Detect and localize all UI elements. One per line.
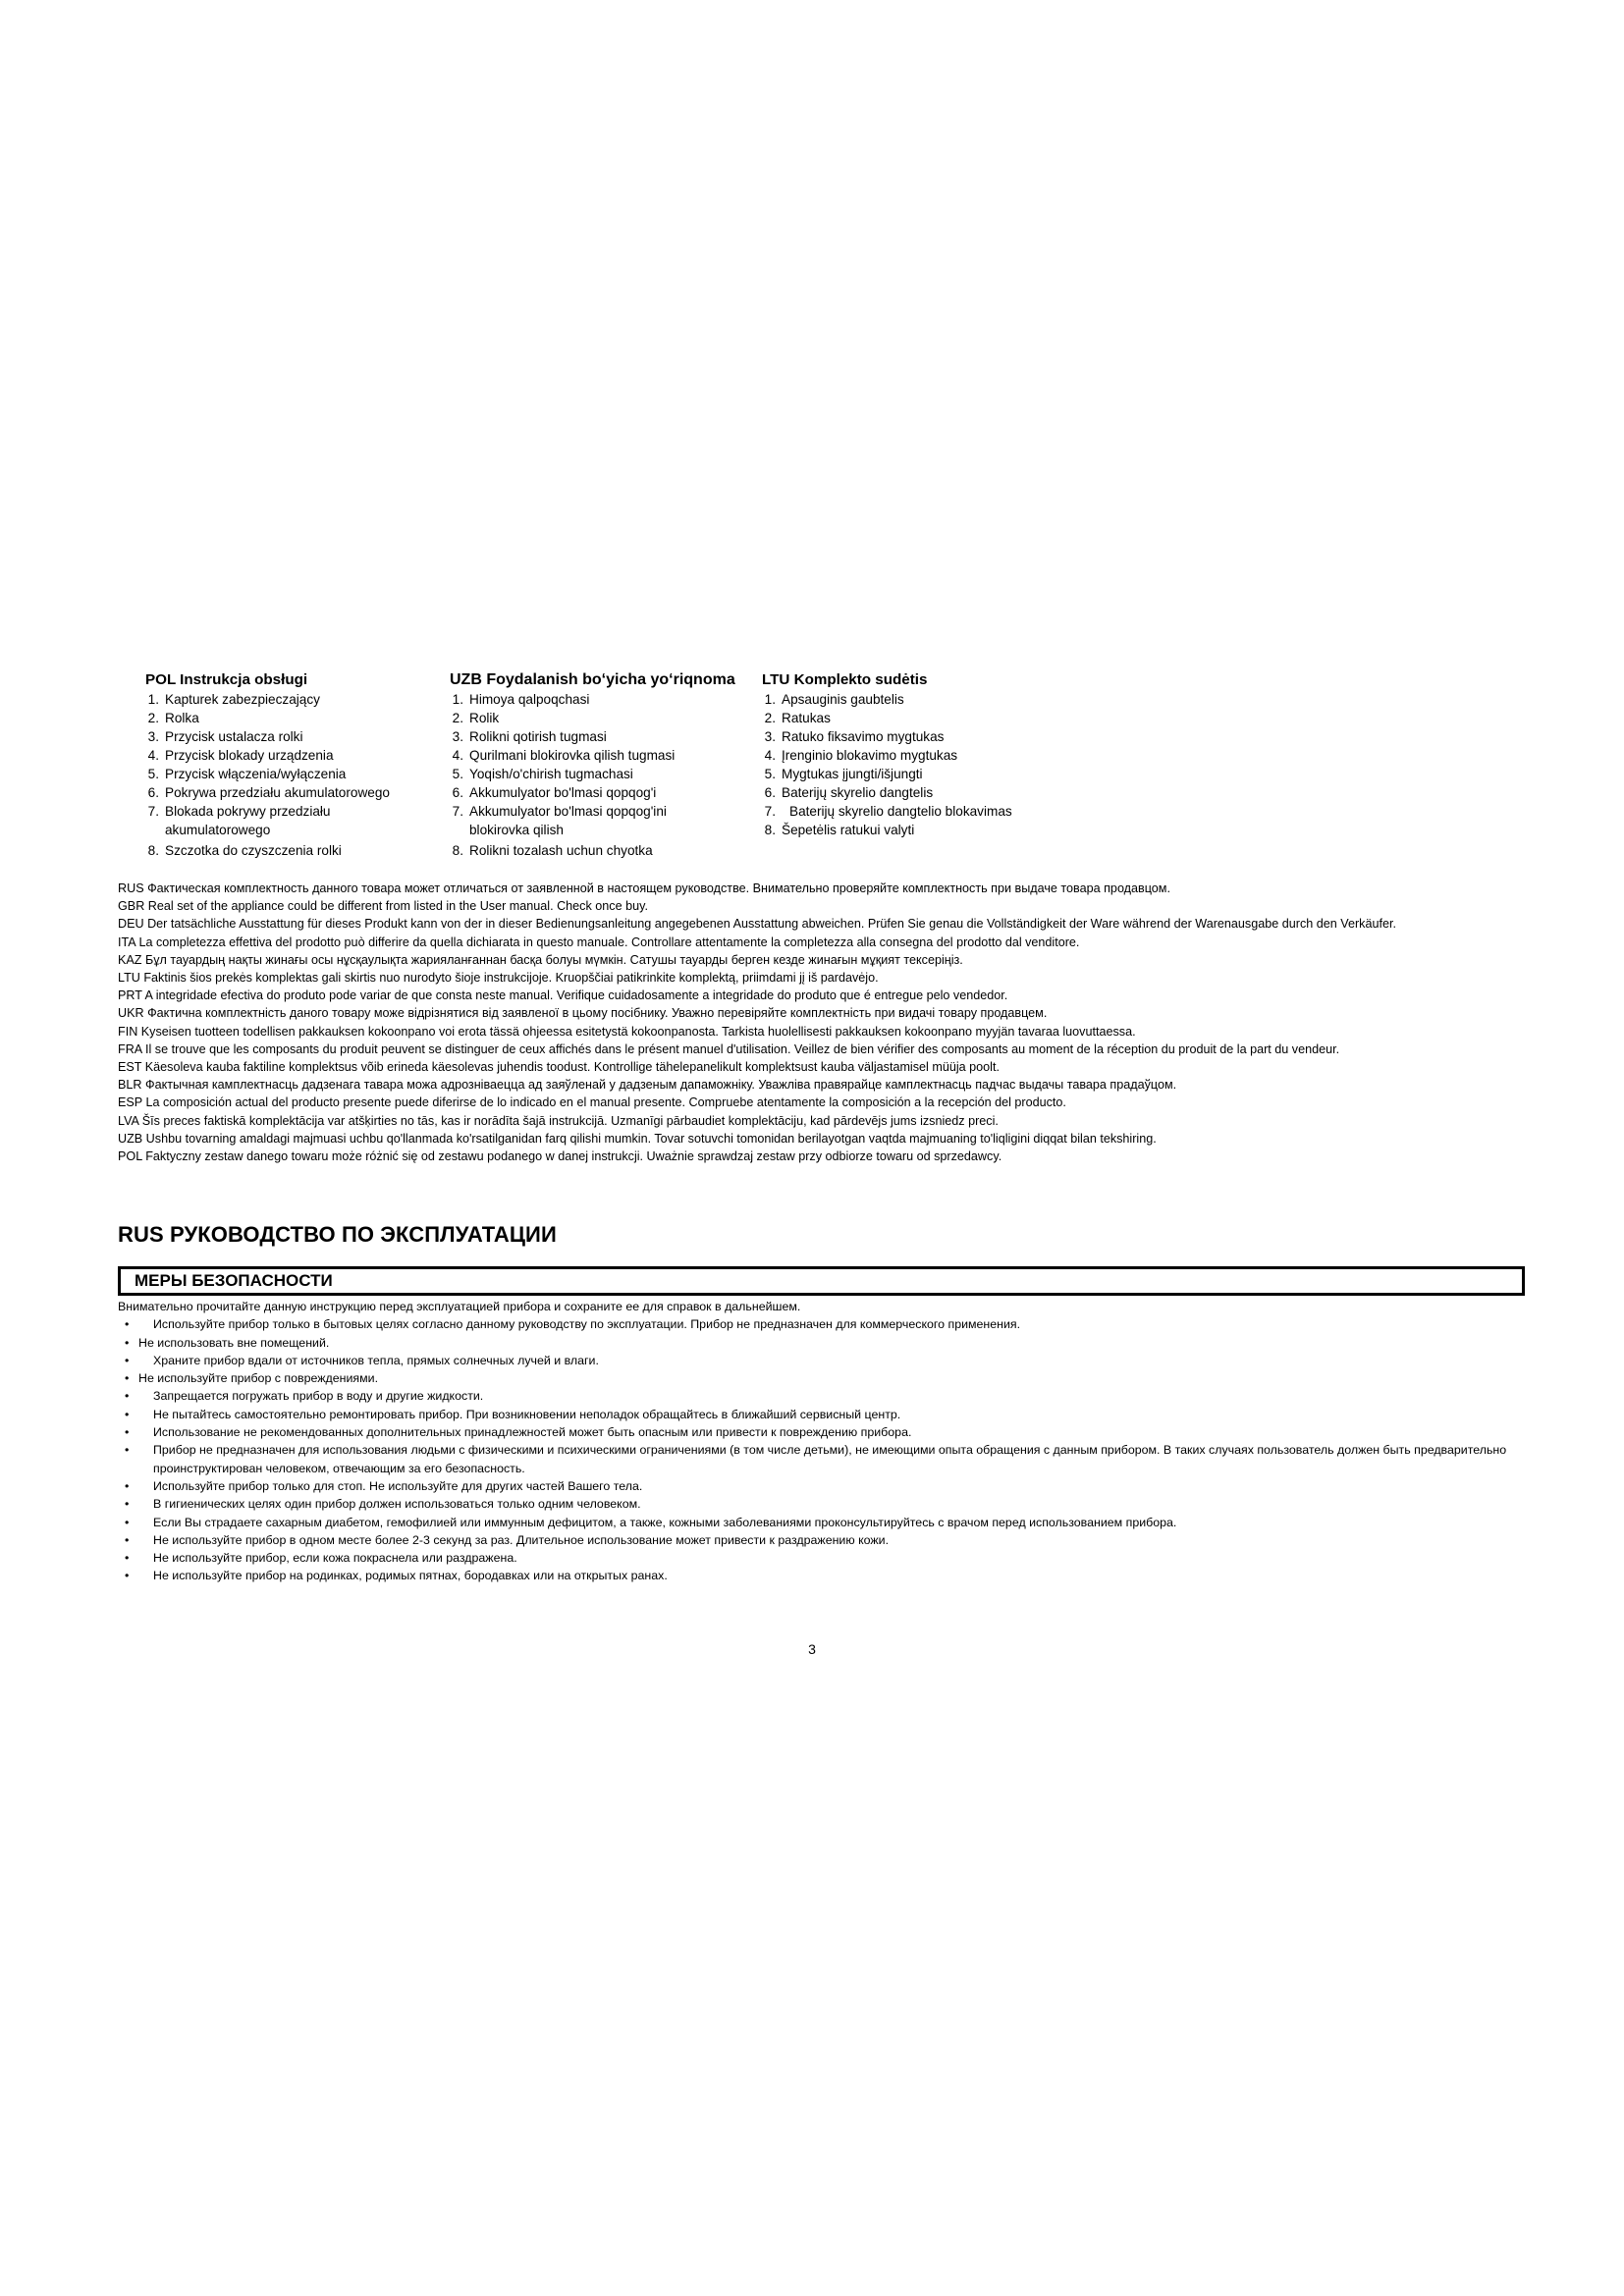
parts-list-items bbox=[450, 690, 744, 860]
parts-list-items bbox=[762, 690, 1076, 839]
list-item: 5. Przycisk włączenia/wyłączenia bbox=[147, 767, 347, 781]
bullet: • bbox=[125, 1569, 130, 1583]
note-ltu: LTU Faktinis šios prekės komplektas gali skirtis nuo nurodyto šioje instrukcijoje. Kruopščiai patikrinkite komplektą, priimdami jį iš pardavėjo. bbox=[118, 971, 879, 986]
safety-section bbox=[118, 1298, 1522, 1585]
list-item: 1. Apsauginis gaubtelis bbox=[764, 692, 904, 707]
list-item: • Используйте прибор только для стоп. Не используйте для других частей Вашего тела. bbox=[118, 1477, 1522, 1495]
bullet: • bbox=[125, 1478, 130, 1493]
list-item: • Используйте прибор только в бытовых целях согласно данному руководству по эксплуатации. Прибор не предназначен для коммерческого применения. bbox=[118, 1315, 1522, 1333]
bullet: • bbox=[125, 1551, 130, 1566]
safety-heading: МЕРЫ БЕЗОПАСНОСТИ bbox=[135, 1271, 333, 1290]
list-item: 2. Rolka bbox=[147, 711, 199, 725]
bullet: • bbox=[125, 1407, 130, 1421]
list-item: • Не используйте прибор на родинках, родимых пятнах, бородавках или на открытых ранах. bbox=[118, 1567, 1522, 1584]
safety-intro: Внимательно прочитайте данную инструкцию перед эксплуатацией прибора и сохраните ее для справок в дальнейшем. bbox=[118, 1300, 801, 1313]
list-item: • Использование не рекомендованных дополнительных принадлежностей может быть опасным или привести к повреждению прибора. bbox=[118, 1423, 1522, 1441]
list-item: 4. Przycisk blokady urządzenia bbox=[147, 748, 334, 763]
bullet: • bbox=[125, 1515, 130, 1529]
parts-list-uzb bbox=[450, 670, 744, 860]
note-gbr: GBR Real set of the appliance could be different from listed in the User manual. Check once buy. bbox=[118, 899, 648, 914]
note-uzb: UZB Ushbu tovarning amaldagi majmuasi uchbu qo'llanmada ko'rsatilganidan farq qilishi mumkin. Tovar sotuvchi tomonidan berilayotgan vaqtda majmuaning to'liqligini diqqat bilan tekshiring. bbox=[118, 1131, 1157, 1146]
note-pol: POL Faktyczny zestaw danego towaru może różnić się od zestawu podanego w danej instrukcji. Uważnie sprawdzaj zestaw przy odbiorze towaru od sprzedawcy. bbox=[118, 1149, 1002, 1164]
list-item: • В гигиенических целях один прибор должен использоваться только одним человеком. bbox=[118, 1495, 1522, 1513]
list-item: 1. Kapturek zabezpieczający bbox=[147, 692, 320, 707]
bullet: • bbox=[125, 1335, 130, 1350]
list-item: 3. Rolikni qotirish tugmasi bbox=[452, 729, 607, 744]
list-item: • Если Вы страдаете сахарным диабетом, гемофилией или иммунным дефицитом, а также, кожными заболеваниями проконсультируйтесь с врачом перед использованием прибора. bbox=[118, 1514, 1522, 1531]
safety-list bbox=[118, 1315, 1522, 1584]
bullet: • bbox=[125, 1497, 130, 1512]
list-item: 5. Mygtukas įjungti/išjungti bbox=[764, 767, 923, 781]
bullet: • bbox=[125, 1353, 130, 1367]
list-item: • Не пытайтесь самостоятельно ремонтировать прибор. При возникновении неполадок обращайтесь в ближайший сервисный центр. bbox=[118, 1406, 1522, 1423]
list-item: 8. Szczotka do czyszczenia rolki bbox=[147, 843, 342, 858]
list-item: 7. Akkumulyator bo'lmasi qopqog'ini blokirovka qilish bbox=[452, 804, 667, 837]
list-item: 6. Akkumulyator bo'lmasi qopqog'i bbox=[452, 785, 657, 800]
list-item: 2. Ratukas bbox=[764, 711, 831, 725]
parts-list-items bbox=[145, 690, 430, 860]
list-item: 3. Przycisk ustalacza rolki bbox=[147, 729, 303, 744]
page-number: 3 bbox=[808, 1641, 816, 1657]
section-title: RUS РУКОВОДСТВО ПО ЭКСПЛУАТАЦИИ bbox=[118, 1222, 557, 1247]
note-prt: PRT A integridade efectiva do produto pode variar de que consta neste manual. Verifique cuidadosamente a integridade do produto que é entregue pelo vendedor. bbox=[118, 988, 1008, 1003]
list-item: • Не используйте прибор в одном месте более 2-3 секунд за раз. Длительное использование может привести к раздражению кожи. bbox=[118, 1531, 1522, 1549]
bullet: • bbox=[125, 1443, 130, 1458]
list-item: • Запрещается погружать прибор в воду и другие жидкости. bbox=[118, 1387, 1522, 1405]
parts-list-heading: UZB Foydalanish bo‘yicha yo‘riqnoma bbox=[450, 671, 735, 688]
bullet: • bbox=[125, 1425, 130, 1440]
list-item: • Храните прибор вдали от источников тепла, прямых солнечных лучей и влаги. bbox=[118, 1352, 1522, 1369]
list-item: 2. Rolik bbox=[452, 711, 500, 725]
list-item: • Прибор не предназначен для использования людьми с физическими и психическими ограничениями (в том числе детьми), не имеющими опыта обращения с данным прибором. В таких случаях пользователь должен быть предварительно проинструктирован человеком, отвечающим за его безопасность. bbox=[125, 1443, 1507, 1475]
list-item: 7. Blokada pokrywy przedziału akumulatorowego bbox=[147, 804, 331, 837]
note-lva: LVA Šīs preces faktiskā komplektācija var atšķirties no tās, kas ir norādīta šajā instrukcijā. Uzmanīgi pārbaudiet komplektāciju, kad pārdevējs jums izsniedz preci. bbox=[118, 1113, 999, 1128]
parts-list-heading: LTU Komplekto sudėtis bbox=[762, 671, 928, 688]
list-item: 3. Ratuko fiksavimo mygtukas bbox=[764, 729, 945, 744]
bullet: • bbox=[125, 1371, 130, 1386]
note-ita: ITA La completezza effettiva del prodotto può differire da quella dichiarata in questo manuale. Controllare attentamente la completezza alla consegna del prodotto dal venditore. bbox=[118, 934, 1080, 949]
list-item: 4. Įrenginio blokavimo mygtukas bbox=[764, 748, 958, 763]
list-item: 8. Rolikni tozalash uchun chyotka bbox=[452, 843, 653, 858]
parts-list-ltu bbox=[762, 670, 1076, 839]
list-item: 1. Himoya qalpoqchasi bbox=[452, 692, 590, 707]
bullet: • bbox=[125, 1317, 130, 1332]
note-est: EST Käesoleva kauba faktiline komplektsus võib erineda käesolevas juhendis toodust. Kontrollige tähelepanelikult komplektsust kauba väljastamisel müüja poolt. bbox=[118, 1060, 1000, 1075]
list-item: 6. Pokrywa przedziału akumulatorowego bbox=[147, 785, 390, 800]
list-item: • Не используйте прибор, если кожа покраснела или раздражена. bbox=[118, 1549, 1522, 1567]
safety-heading-box bbox=[118, 1266, 1525, 1296]
list-item: 8. Šepetėlis ratukui valyti bbox=[764, 823, 915, 837]
note-deu: DEU Der tatsächliche Ausstattung für dieses Produkt kann von der in dieser Bedienungsanleitung angegebenen Ausstattung abweichen. Prüfen Sie genau die Vollständigkeit der Ware während der Warenausgabe durch den Verkäufer. bbox=[118, 917, 1396, 932]
list-item: 5. Yoqish/o'chirish tugmachasi bbox=[452, 767, 633, 781]
note-blr: BLR Фактычная камплектнасць дадзенага тавара можа адрозніваецца ад заяўленай у дадзеным дапаможніку. Уважліва правярайце камплектнасць падчас выдачы тавара прадаўцом. bbox=[118, 1078, 1177, 1093]
completeness-notes bbox=[118, 880, 1483, 1165]
list-item: 6. Baterijų skyrelio dangtelis bbox=[764, 785, 934, 800]
list-item: 4. Qurilmani blokirovka qilish tugmasi bbox=[452, 748, 676, 763]
note-rus: RUS Фактическая комплектность данного товара может отличаться от заявленной в настоящем руководстве. Внимательно проверяйте комплектность при выдаче товара продавцом. bbox=[118, 881, 1170, 895]
list-item: • Не использовать вне помещений. bbox=[118, 1334, 1522, 1352]
note-kaz: KAZ Бұл тауардың нақты жинағы осы нұсқаулықта жарияланғаннан басқа болуы мүмкін. Сатушы тауарды берген кезде жинағын мұқият тексеріңіз. bbox=[118, 952, 963, 967]
parts-list-pol bbox=[145, 670, 430, 860]
bullet: • bbox=[125, 1532, 130, 1547]
parts-list-heading: POL Instrukcja obsługi bbox=[145, 671, 308, 688]
note-ukr: UKR Фактична комплектність даного товару може відрізнятися від заявленої в цьому посібнику. Уважно перевіряйте комплектність при видачі товару продавцем. bbox=[118, 1006, 1048, 1021]
note-fra: FRA Il se trouve que les composants du produit peuvent se distinguer de ceux affichés dans le présent manuel d'utilisation. Veillez de bien vérifier des composants au moment de la réception du produit de la part du vendeur. bbox=[118, 1041, 1340, 1056]
note-esp: ESP La composición actual del producto presente puede diferirse de lo indicado en el manual presente. Compruebe atentamente la composición a la recepción del producto. bbox=[118, 1095, 1066, 1110]
list-item: • Не используйте прибор с повреждениями. bbox=[118, 1369, 1522, 1387]
note-fin: FIN Kyseisen tuotteen todellisen pakkauksen kokoonpano voi erota tässä ohjeessa esitetystä kokoonpanosta. Tarkista huolellisesti pakkauksen kokoonpano myyjän tavaraa luovuttaessa. bbox=[118, 1024, 1136, 1039]
bullet: • bbox=[125, 1389, 130, 1404]
list-item: 7. Baterijų skyrelio dangtelio blokavimas bbox=[764, 804, 1012, 819]
